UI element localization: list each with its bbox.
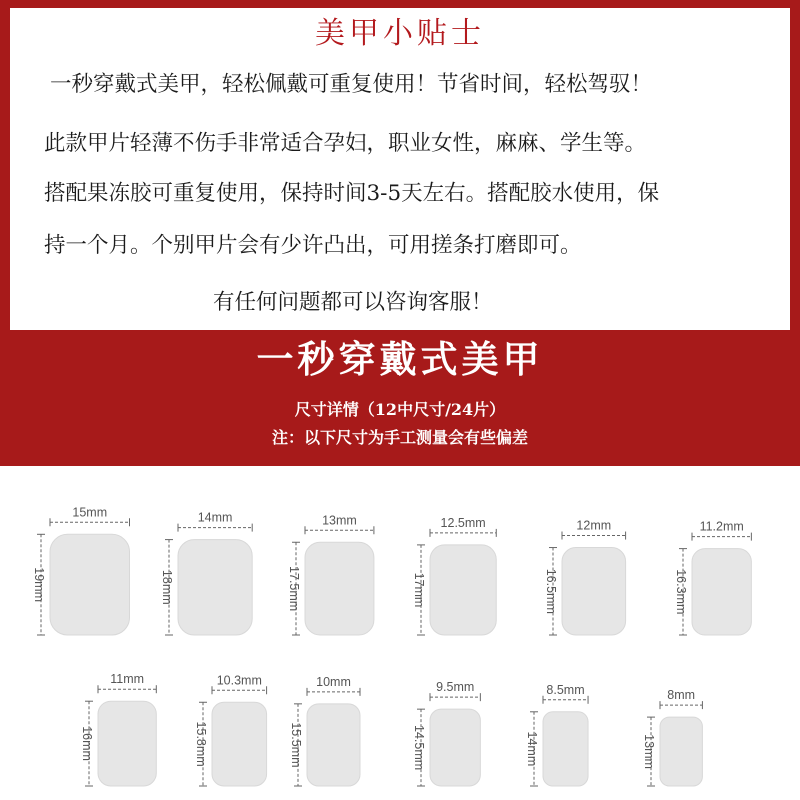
tip-line-2: 此款甲片轻薄不伤手非常适合孕妇，职业女性，麻麻、学生等。 [44,131,647,156]
size-12-length-label: 13mm [642,734,656,769]
size-11-length-label: 14mm [525,731,539,767]
size-2-width-label: 14mm [197,510,233,525]
size-7-length-label: 16mm [80,726,94,761]
size-2-length-label: 18mm [160,569,174,605]
tip-line-5: 有任何问题都可以咨询客服！ [213,290,493,315]
size-4-length-label: 17mm [412,572,426,608]
size-9-nail [307,704,360,786]
size-9-length-label: 15.5mm [289,722,303,768]
size-8-length-label: 15.8mm [194,721,208,767]
size-12-width-label: 8mm [667,688,696,703]
tip-line-3: 搭配果冻胶可重复使用，保持时间3-5天左右。搭配胶水使用，保 [44,181,660,206]
size-2-nail [178,540,252,635]
size-11-width-label: 8.5mm [546,682,585,697]
size-5-nail [562,548,626,635]
size-8-width-label: 10.3mm [216,673,262,688]
size-5-width-label: 12mm [576,518,612,533]
size-7-width-label: 11mm [110,672,145,687]
size-1-width-label: 15mm [72,505,108,520]
banner-title: 一秒穿戴式美甲 [256,337,544,381]
size-3-length-label: 17.5mm [287,566,301,612]
size-7-nail [98,701,156,786]
size-4-nail [430,545,496,635]
size-11-nail [543,712,588,786]
size-10-width-label: 9.5mm [436,680,475,695]
size-3-nail [305,542,374,635]
size-12-nail [660,717,702,786]
nail-size-chart [0,466,800,800]
size-4-width-label: 12.5mm [440,515,486,530]
tip-line-4: 持一个月。个别甲片会有少许凸出，可用搓条打磨即可。 [44,233,582,258]
size-5-length-label: 16.5mm [544,568,558,614]
size-8-nail [212,702,267,786]
size-9-width-label: 10mm [316,674,351,689]
size-10-length-label: 14.5mm [412,724,426,771]
size-1-nail [50,534,130,635]
size-6-width-label: 11.2mm [699,519,744,534]
tip-line-1: 一秒穿戴式美甲，轻松佩戴可重复使用！节省时间，轻松驾驭！ [50,72,653,97]
tips-title: 美甲小贴士 [315,16,485,51]
size-1-length-label: 19mm [32,567,46,603]
tips-panel [10,8,790,330]
measurement-note: 注：以下尺寸为手工测量会有些偏差 [271,428,528,447]
size-3-width-label: 13mm [322,513,357,528]
size-10-nail [430,709,480,786]
size-6-nail [692,549,751,635]
size-details-label: 尺寸详情（12中尺寸/24片） [294,400,506,419]
size-6-length-label: 16.3mm [674,569,688,615]
